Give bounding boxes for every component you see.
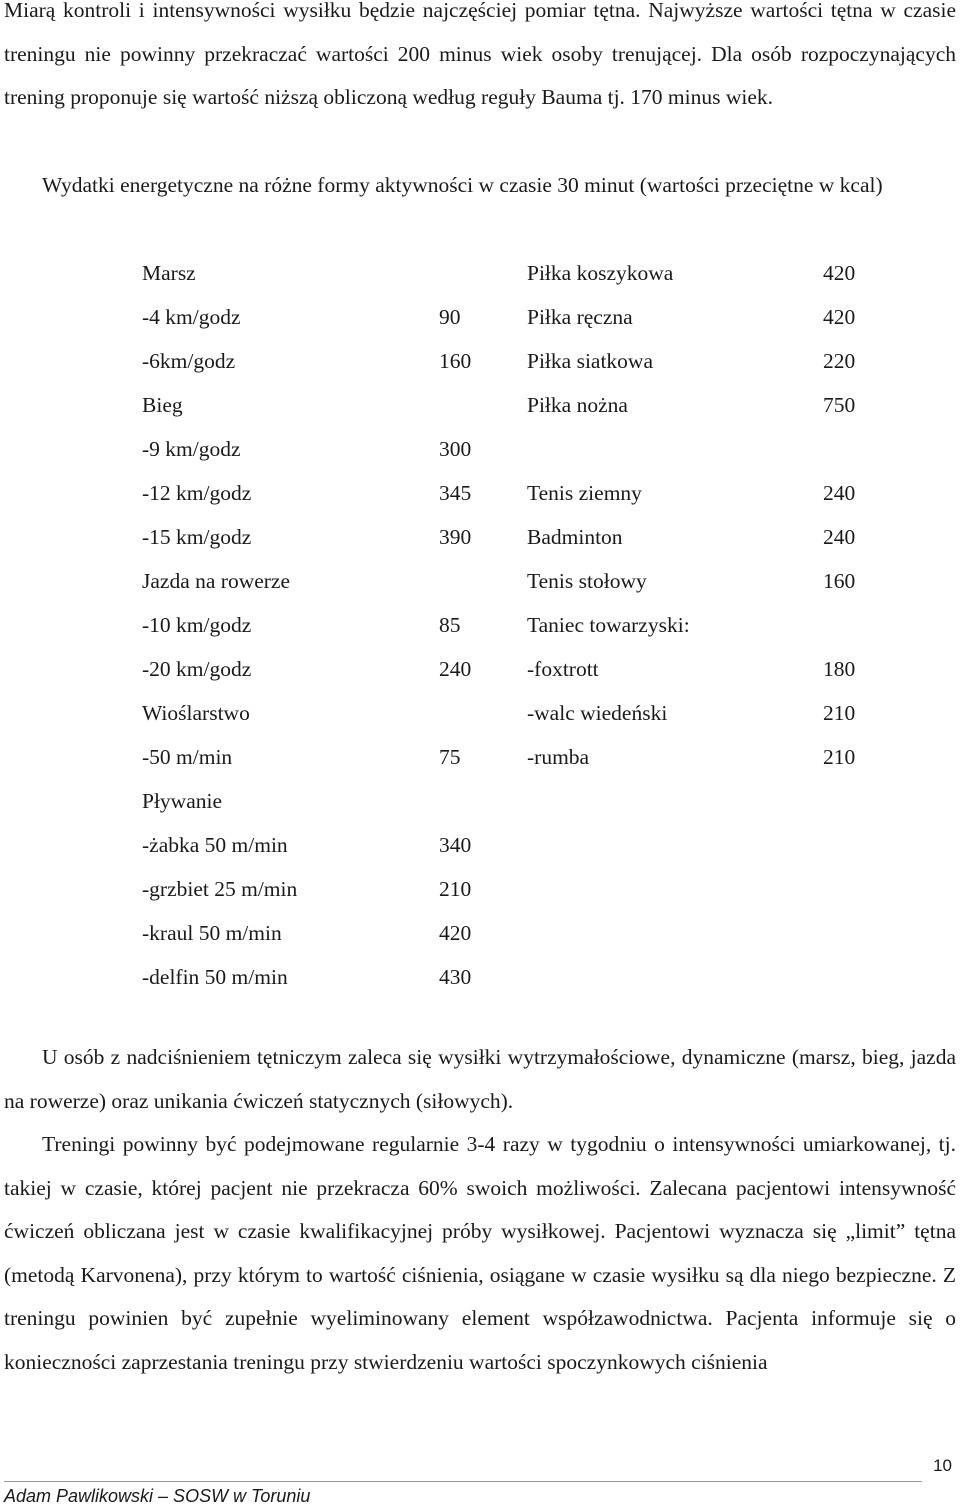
kcal-cell: 210 (823, 700, 856, 725)
activity-cell: Piłka siatkowa (527, 349, 653, 374)
activity-cell: Bieg (142, 393, 183, 418)
kcal-cell: 420 (823, 261, 856, 286)
kcal-cell: 300 (439, 437, 472, 462)
table-row (130, 516, 906, 560)
activity-cell: -żabka 50 m/min (142, 832, 288, 857)
kcal-cell (815, 911, 906, 955)
activity-cell: -walc wiedeński (527, 700, 668, 725)
kcal-cell (427, 560, 517, 604)
kcal-cell: 345 (439, 481, 472, 506)
kcal-cell: 180 (823, 656, 856, 681)
table-row (130, 428, 906, 472)
paragraph-heart-rate: Miarą kontroli i intensywności wysiłku będzie najczęściej pomiar tętna. Najwyższe wartości tętna w czasie treningu nie powinny przekraczać wartości 200 minus wiek osoby trenującej. Dla osób rozpoczynających trening proponuje się wartość niższą obliczoną według reguły Bauma tj. 170 minus wiek. (4, 0, 956, 109)
activity-cell: Jazda na rowerze (142, 569, 291, 594)
kcal-cell: 75 (439, 744, 461, 769)
kcal-cell: 85 (439, 612, 461, 637)
kcal-cell (815, 823, 906, 867)
kcal-cell (815, 604, 906, 648)
table-row (130, 867, 906, 911)
activity-cell: -kraul 50 m/min (142, 920, 282, 945)
activity-cell: Marsz (142, 261, 196, 286)
table-row (130, 647, 906, 691)
kcal-cell (427, 779, 517, 823)
activity-cell: Taniec towarzyski: (527, 612, 690, 637)
kcal-cell: 240 (823, 481, 856, 506)
table-body (130, 252, 906, 999)
activity-cell (517, 779, 815, 823)
kcal-cell: 240 (439, 656, 472, 681)
paragraph-training: Treningi powinny być podejmowane regularnie 3-4 razy w tygodniu o intensywności umiarkowanej, tj. takiej w czasie, której pacjent nie przekracza 60% swoich możliwości. Zalecana pacjentowi intensywność ćwiczeń obliczana jest w czasie kwalifikacyjnej próby wysiłkowej. Pacjentowi wyznacza się „limit” tętna (metodą Karvonena), przy którym to wartość ciśnienia, osiągane w czasie wysiłku są dla niego bezpieczne. Z treningu powinien być zupełnie wyeliminowany element współzawodnictwa. Pacjenta informuje się o konieczności zaprzestania treningu przy stwierdzeniu wartości spoczynkowych ciśnienia (4, 1132, 956, 1374)
footer-divider (4, 1481, 922, 1482)
table-row (130, 472, 906, 516)
table-row (130, 735, 906, 779)
kcal-cell (815, 867, 906, 911)
activity-cell (517, 867, 815, 911)
activity-cell: -10 km/godz (142, 612, 252, 637)
kcal-cell (427, 384, 517, 428)
kcal-cell: 390 (439, 525, 472, 550)
activity-cell (517, 911, 815, 955)
kcal-cell: 160 (439, 349, 472, 374)
activity-cell: -50 m/min (142, 744, 233, 769)
kcal-cell: 210 (823, 744, 856, 769)
kcal-cell: 340 (439, 832, 472, 857)
table-row (130, 384, 906, 428)
kcal-cell: 420 (439, 920, 472, 945)
table-row (130, 779, 906, 823)
activity-cell: -4 km/godz (142, 305, 241, 330)
table-row (130, 911, 906, 955)
activity-cell (517, 428, 815, 472)
table-row (130, 604, 906, 648)
kcal-cell (815, 428, 906, 472)
table-row (130, 560, 906, 604)
table-row (130, 823, 906, 867)
activity-cell: -15 km/godz (142, 525, 252, 550)
kcal-cell: 420 (823, 305, 856, 330)
activity-cell: -20 km/godz (142, 656, 252, 681)
activity-cell (517, 823, 815, 867)
activity-cell (517, 955, 815, 999)
activity-cell: Wioślarstwo (142, 700, 250, 725)
activity-cell: -grzbiet 25 m/min (142, 876, 298, 901)
kcal-cell: 90 (439, 305, 461, 330)
kcal-cell: 430 (439, 964, 472, 989)
kcal-cell: 750 (823, 393, 856, 418)
table-row (130, 340, 906, 384)
activity-cell: Piłka nożna (527, 393, 628, 418)
kcal-cell (815, 955, 906, 999)
paragraph-hypertension: U osób z nadciśnieniem tętniczym zaleca się wysiłki wytrzymałościowe, dynamiczne (marsz, bieg, jazda na rowerze) oraz unikania ćwiczeń statycznych (siłowych). (4, 1045, 956, 1113)
table-row (130, 691, 906, 735)
kcal-cell (815, 779, 906, 823)
activity-cell: -12 km/godz (142, 481, 252, 506)
kcal-cell (427, 252, 517, 296)
activity-cell: Tenis ziemny (527, 481, 642, 506)
activity-cell: Badminton (527, 525, 623, 550)
activity-cell: -rumba (527, 744, 590, 769)
kcal-cell (427, 691, 517, 735)
activity-cell: Piłka koszykowa (527, 261, 674, 286)
page-number: 10 (933, 1456, 952, 1475)
table-row (130, 252, 906, 296)
activity-cell: Tenis stołowy (527, 569, 647, 594)
kcal-cell: 160 (823, 569, 856, 594)
kcal-cell: 210 (439, 876, 472, 901)
kcal-cell: 240 (823, 525, 856, 550)
activity-cell: -6km/godz (142, 349, 236, 374)
activity-cell: Pływanie (142, 788, 223, 813)
activity-cell: -foxtrott (527, 656, 599, 681)
activity-cell: Piłka ręczna (527, 305, 633, 330)
kcal-cell: 220 (823, 349, 856, 374)
activity-cell: -9 km/godz (142, 437, 241, 462)
table-row (130, 296, 906, 340)
energy-expenditure-table (130, 252, 906, 999)
table-row (130, 955, 906, 999)
paragraph-table-caption: Wydatki energetyczne na różne formy aktywności w czasie 30 minut (wartości przeciętne w kcal) (42, 173, 883, 197)
activity-cell: -delfin 50 m/min (142, 964, 288, 989)
footer-author: Adam Pawlikowski – SOSW w Toruniu (4, 1486, 311, 1506)
